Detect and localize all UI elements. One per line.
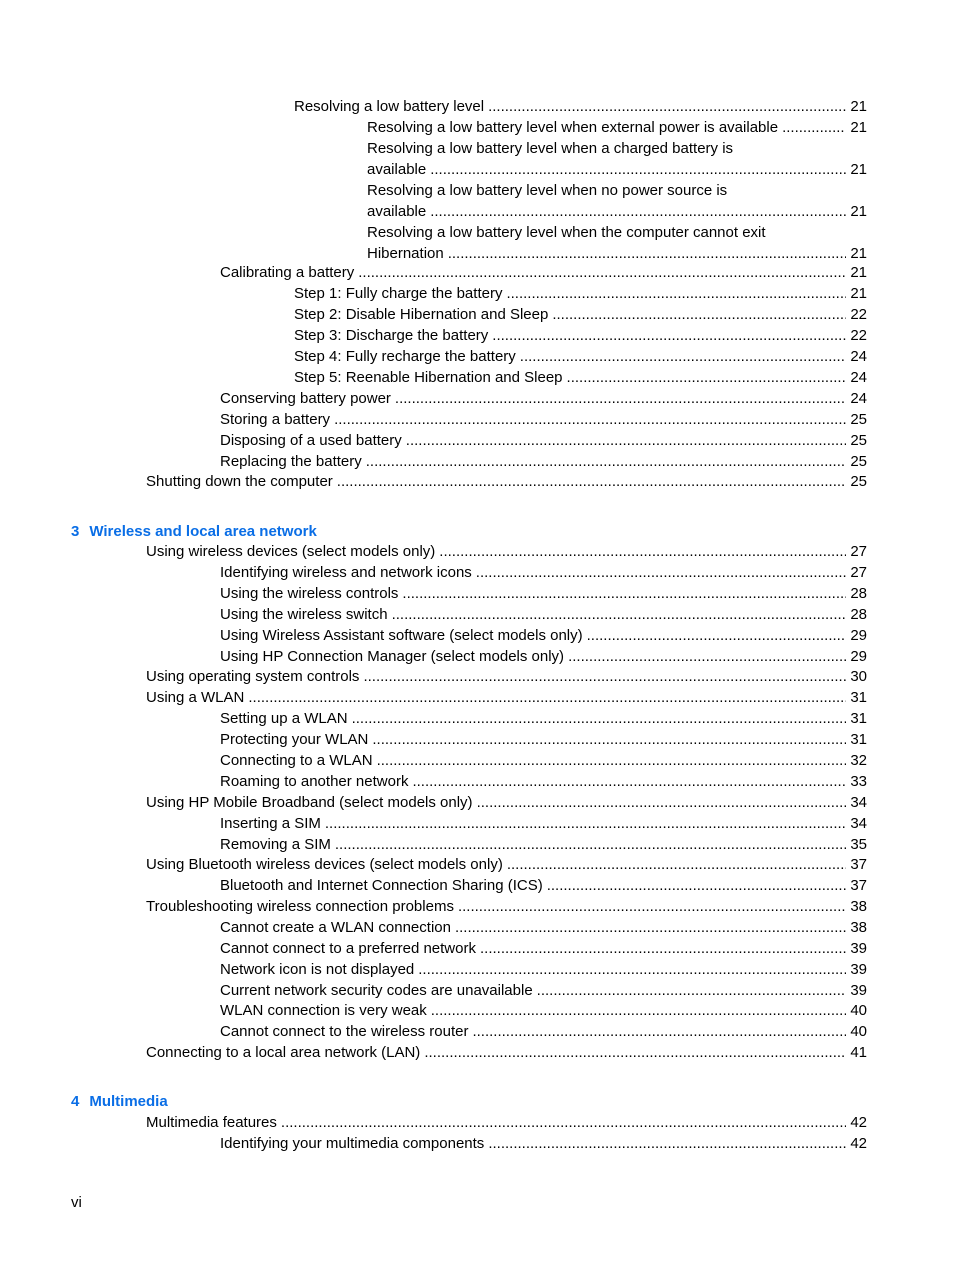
dot-leader	[337, 471, 847, 492]
toc-entry[interactable]	[220, 917, 867, 938]
toc-page-number: 28	[850, 585, 867, 602]
toc-entry[interactable]	[146, 1112, 867, 1133]
dot-leader	[377, 750, 847, 771]
dot-leader	[430, 159, 846, 180]
toc-entry-label: Step 3: Discharge the battery	[294, 327, 489, 344]
toc-page-number: 40	[850, 1023, 867, 1040]
toc-entry[interactable]	[220, 729, 867, 750]
dot-leader	[782, 117, 846, 138]
dot-leader	[488, 1133, 846, 1154]
chapter-title: Multimedia	[89, 1093, 168, 1110]
toc-entry-label: Cannot connect to the wireless router	[220, 1023, 469, 1040]
dot-leader	[402, 583, 846, 604]
dot-leader	[472, 1021, 846, 1042]
toc-entry-label: Protecting your WLAN	[220, 731, 369, 748]
toc-entry[interactable]	[146, 854, 867, 875]
toc-entry-label: Setting up a WLAN	[220, 710, 348, 727]
dot-leader	[448, 243, 847, 264]
dot-leader	[325, 813, 846, 834]
toc-page-number: 21	[850, 245, 867, 262]
dot-leader	[418, 959, 846, 980]
toc-entry[interactable]	[294, 346, 867, 367]
toc-entry[interactable]	[220, 1133, 867, 1154]
toc-entry[interactable]	[146, 471, 867, 492]
toc-entry[interactable]	[367, 138, 867, 180]
toc-entry-label: Multimedia features	[146, 1114, 277, 1131]
dot-leader	[492, 325, 846, 346]
toc-entry-label: Hibernation	[367, 245, 444, 262]
toc-entry[interactable]	[220, 388, 867, 409]
toc-page-number: 38	[850, 898, 867, 915]
toc-entry[interactable]	[367, 180, 867, 222]
toc-entry-label: Cannot create a WLAN connection	[220, 919, 451, 936]
chapter-number: 4	[71, 1093, 80, 1110]
toc-entry-label: Connecting to a local area network (LAN)	[146, 1044, 421, 1061]
dot-leader	[520, 346, 847, 367]
toc-entry[interactable]	[294, 96, 867, 117]
toc-entry[interactable]	[220, 1021, 867, 1042]
toc-page-number: 25	[850, 473, 867, 490]
dot-leader	[477, 792, 847, 813]
dot-leader	[412, 771, 846, 792]
toc-page-number: 31	[850, 731, 867, 748]
toc-entry[interactable]	[220, 980, 867, 1001]
toc-page-number: 37	[850, 877, 867, 894]
toc-entry[interactable]	[220, 938, 867, 959]
toc-entry-label: Using the wireless controls	[220, 585, 399, 602]
toc-entry[interactable]	[294, 283, 867, 304]
toc-entry-label: Calibrating a battery	[220, 264, 355, 281]
toc-entry[interactable]	[146, 687, 867, 708]
toc-entry-label: Network icon is not displayed	[220, 961, 415, 978]
dot-leader	[537, 980, 847, 1001]
toc-entry-label: Shutting down the computer	[146, 473, 333, 490]
toc-entry-label: available	[367, 161, 427, 178]
dot-leader	[480, 938, 846, 959]
toc-page-number: 25	[850, 453, 867, 470]
toc-entry-label: Conserving battery power	[220, 390, 391, 407]
toc-entry[interactable]	[220, 813, 867, 834]
toc-entry-label: Troubleshooting wireless connection problems	[146, 898, 454, 915]
toc-entry[interactable]	[146, 541, 867, 562]
toc-entry[interactable]	[220, 409, 867, 430]
dot-leader	[439, 541, 846, 562]
toc-entry-label: Using Wireless Assistant software (select models only)	[220, 627, 583, 644]
toc-entry-label-line1: Resolving a low battery level when the computer cannot exit	[367, 224, 766, 241]
toc-entry[interactable]	[220, 750, 867, 771]
toc-page-number: 37	[850, 856, 867, 873]
toc-entry-label: Replacing the battery	[220, 453, 362, 470]
toc-entry-label: Using operating system controls	[146, 668, 360, 685]
chapter-heading[interactable]	[71, 1091, 168, 1112]
toc-entry-label: Resolving a low battery level when external power is available	[367, 119, 779, 136]
dot-leader	[476, 562, 847, 583]
toc-page-number: 39	[850, 982, 867, 999]
toc-page-number: 21	[850, 203, 867, 220]
toc-entry-label: Roaming to another network	[220, 773, 409, 790]
toc-page-number: 25	[850, 432, 867, 449]
toc-entry[interactable]	[146, 896, 867, 917]
toc-page-number: 31	[850, 710, 867, 727]
toc-entry[interactable]	[220, 959, 867, 980]
toc-entry-label: Disposing of a used battery	[220, 432, 402, 449]
dot-leader	[406, 430, 847, 451]
dot-leader	[455, 917, 846, 938]
toc-page-number: 38	[850, 919, 867, 936]
toc-entry-label: Identifying wireless and network icons	[220, 564, 472, 581]
toc-page-number: 40	[850, 1002, 867, 1019]
toc-entry-label: Cannot connect to a preferred network	[220, 940, 476, 957]
toc-page-number: 34	[850, 815, 867, 832]
toc-entry[interactable]	[146, 666, 867, 687]
toc-entry-label: Step 2: Disable Hibernation and Sleep	[294, 306, 549, 323]
toc-entry[interactable]	[220, 771, 867, 792]
toc-entry[interactable]	[220, 604, 867, 625]
chapter-heading[interactable]	[71, 521, 317, 542]
toc-page-number: 21	[850, 264, 867, 281]
toc-page-number: 24	[850, 369, 867, 386]
toc-entry-label: Using Bluetooth wireless devices (select models only)	[146, 856, 503, 873]
toc-entry[interactable]	[220, 646, 867, 667]
toc-entry[interactable]	[146, 1042, 867, 1063]
toc-entry[interactable]	[367, 117, 867, 138]
dot-leader	[352, 708, 847, 729]
toc-page-number: 32	[850, 752, 867, 769]
toc-entry[interactable]	[367, 222, 867, 264]
chapter-number: 3	[71, 523, 80, 540]
toc-entry[interactable]	[220, 625, 867, 646]
toc-page-number: 24	[850, 390, 867, 407]
toc-entry-label: Connecting to a WLAN	[220, 752, 373, 769]
toc-entry-label-line1: Resolving a low battery level when a charged battery is	[367, 140, 734, 157]
toc-page-number: 21	[850, 285, 867, 302]
toc-page-number: 21	[850, 161, 867, 178]
toc-page-number: 25	[850, 411, 867, 428]
dot-leader	[507, 854, 846, 875]
toc-entry[interactable]	[294, 325, 867, 346]
toc-entry[interactable]	[220, 451, 867, 472]
toc-entry[interactable]	[220, 708, 867, 729]
dot-leader	[506, 283, 846, 304]
dot-leader	[372, 729, 846, 750]
toc-entry-label: Step 4: Fully recharge the battery	[294, 348, 516, 365]
toc-page-number: 42	[850, 1114, 867, 1131]
toc-page-number: 27	[850, 543, 867, 560]
toc-page-number: 31	[850, 689, 867, 706]
toc-page-number: 21	[850, 119, 867, 136]
toc-entry[interactable]	[220, 430, 867, 451]
toc-page-number: 30	[850, 668, 867, 685]
dot-leader	[431, 1000, 847, 1021]
dot-leader	[552, 304, 846, 325]
toc-entry-label: Using wireless devices (select models only)	[146, 543, 436, 560]
toc-page-number: 35	[850, 836, 867, 853]
toc-entry-label: Using the wireless switch	[220, 606, 388, 623]
toc-entry-label: Storing a battery	[220, 411, 331, 428]
dot-leader	[430, 201, 846, 222]
toc-entry[interactable]	[220, 562, 867, 583]
dot-leader	[363, 666, 846, 687]
toc-entry-label: Removing a SIM	[220, 836, 331, 853]
toc-page-number: 27	[850, 564, 867, 581]
toc-entry-label-line1: Resolving a low battery level when no power source is	[367, 182, 728, 199]
dot-leader	[424, 1042, 846, 1063]
toc-entry-label: Resolving a low battery level	[294, 98, 485, 115]
dot-leader	[568, 646, 846, 667]
toc-entry-label: Step 1: Fully charge the battery	[294, 285, 503, 302]
toc-entry-label: WLAN connection is very weak	[220, 1002, 427, 1019]
toc-entry[interactable]	[220, 834, 867, 855]
toc-page-number: 21	[850, 98, 867, 115]
toc-entry[interactable]	[294, 367, 867, 388]
dot-leader	[395, 388, 846, 409]
toc-page-number: 29	[850, 627, 867, 644]
toc-entry-label: Current network security codes are unavailable	[220, 982, 533, 999]
dot-leader	[458, 896, 846, 917]
toc-entry-label: Step 5: Reenable Hibernation and Sleep	[294, 369, 563, 386]
dot-leader	[335, 834, 846, 855]
toc-entry[interactable]	[220, 583, 867, 604]
toc-page-number: 22	[850, 327, 867, 344]
dot-leader	[358, 262, 846, 283]
dot-leader	[488, 96, 846, 117]
toc-entry[interactable]	[220, 875, 867, 896]
toc-entry-label: Using HP Mobile Broadband (select models only)	[146, 794, 473, 811]
toc-entry-label: Bluetooth and Internet Connection Sharing (ICS)	[220, 877, 543, 894]
toc-entry[interactable]	[294, 304, 867, 325]
toc-entry[interactable]	[146, 792, 867, 813]
dot-leader	[547, 875, 847, 896]
toc-page-number: 39	[850, 961, 867, 978]
toc-entry-label: Identifying your multimedia components	[220, 1135, 485, 1152]
toc-entry[interactable]	[220, 262, 867, 283]
toc-page-number: 33	[850, 773, 867, 790]
toc-entry[interactable]	[220, 1000, 867, 1021]
toc-page-number: 24	[850, 348, 867, 365]
toc-entry-label: Inserting a SIM	[220, 815, 321, 832]
toc-page-number: 22	[850, 306, 867, 323]
dot-leader	[567, 367, 847, 388]
dot-leader	[281, 1112, 846, 1133]
dot-leader	[334, 409, 846, 430]
toc-page-number: 42	[850, 1135, 867, 1152]
toc-page-number: 34	[850, 794, 867, 811]
toc-page-number: 28	[850, 606, 867, 623]
dot-leader	[248, 687, 846, 708]
toc-page-number: 39	[850, 940, 867, 957]
page-number: vi	[71, 1194, 82, 1211]
toc-entry-label: available	[367, 203, 427, 220]
dot-leader	[587, 625, 847, 646]
toc-page-number: 41	[850, 1044, 867, 1061]
chapter-title: Wireless and local area network	[89, 523, 317, 540]
dot-leader	[392, 604, 847, 625]
toc-entry-label: Using a WLAN	[146, 689, 245, 706]
toc-page-number: 29	[850, 648, 867, 665]
toc-entry-label: Using HP Connection Manager (select models only)	[220, 648, 565, 665]
dot-leader	[366, 451, 847, 472]
